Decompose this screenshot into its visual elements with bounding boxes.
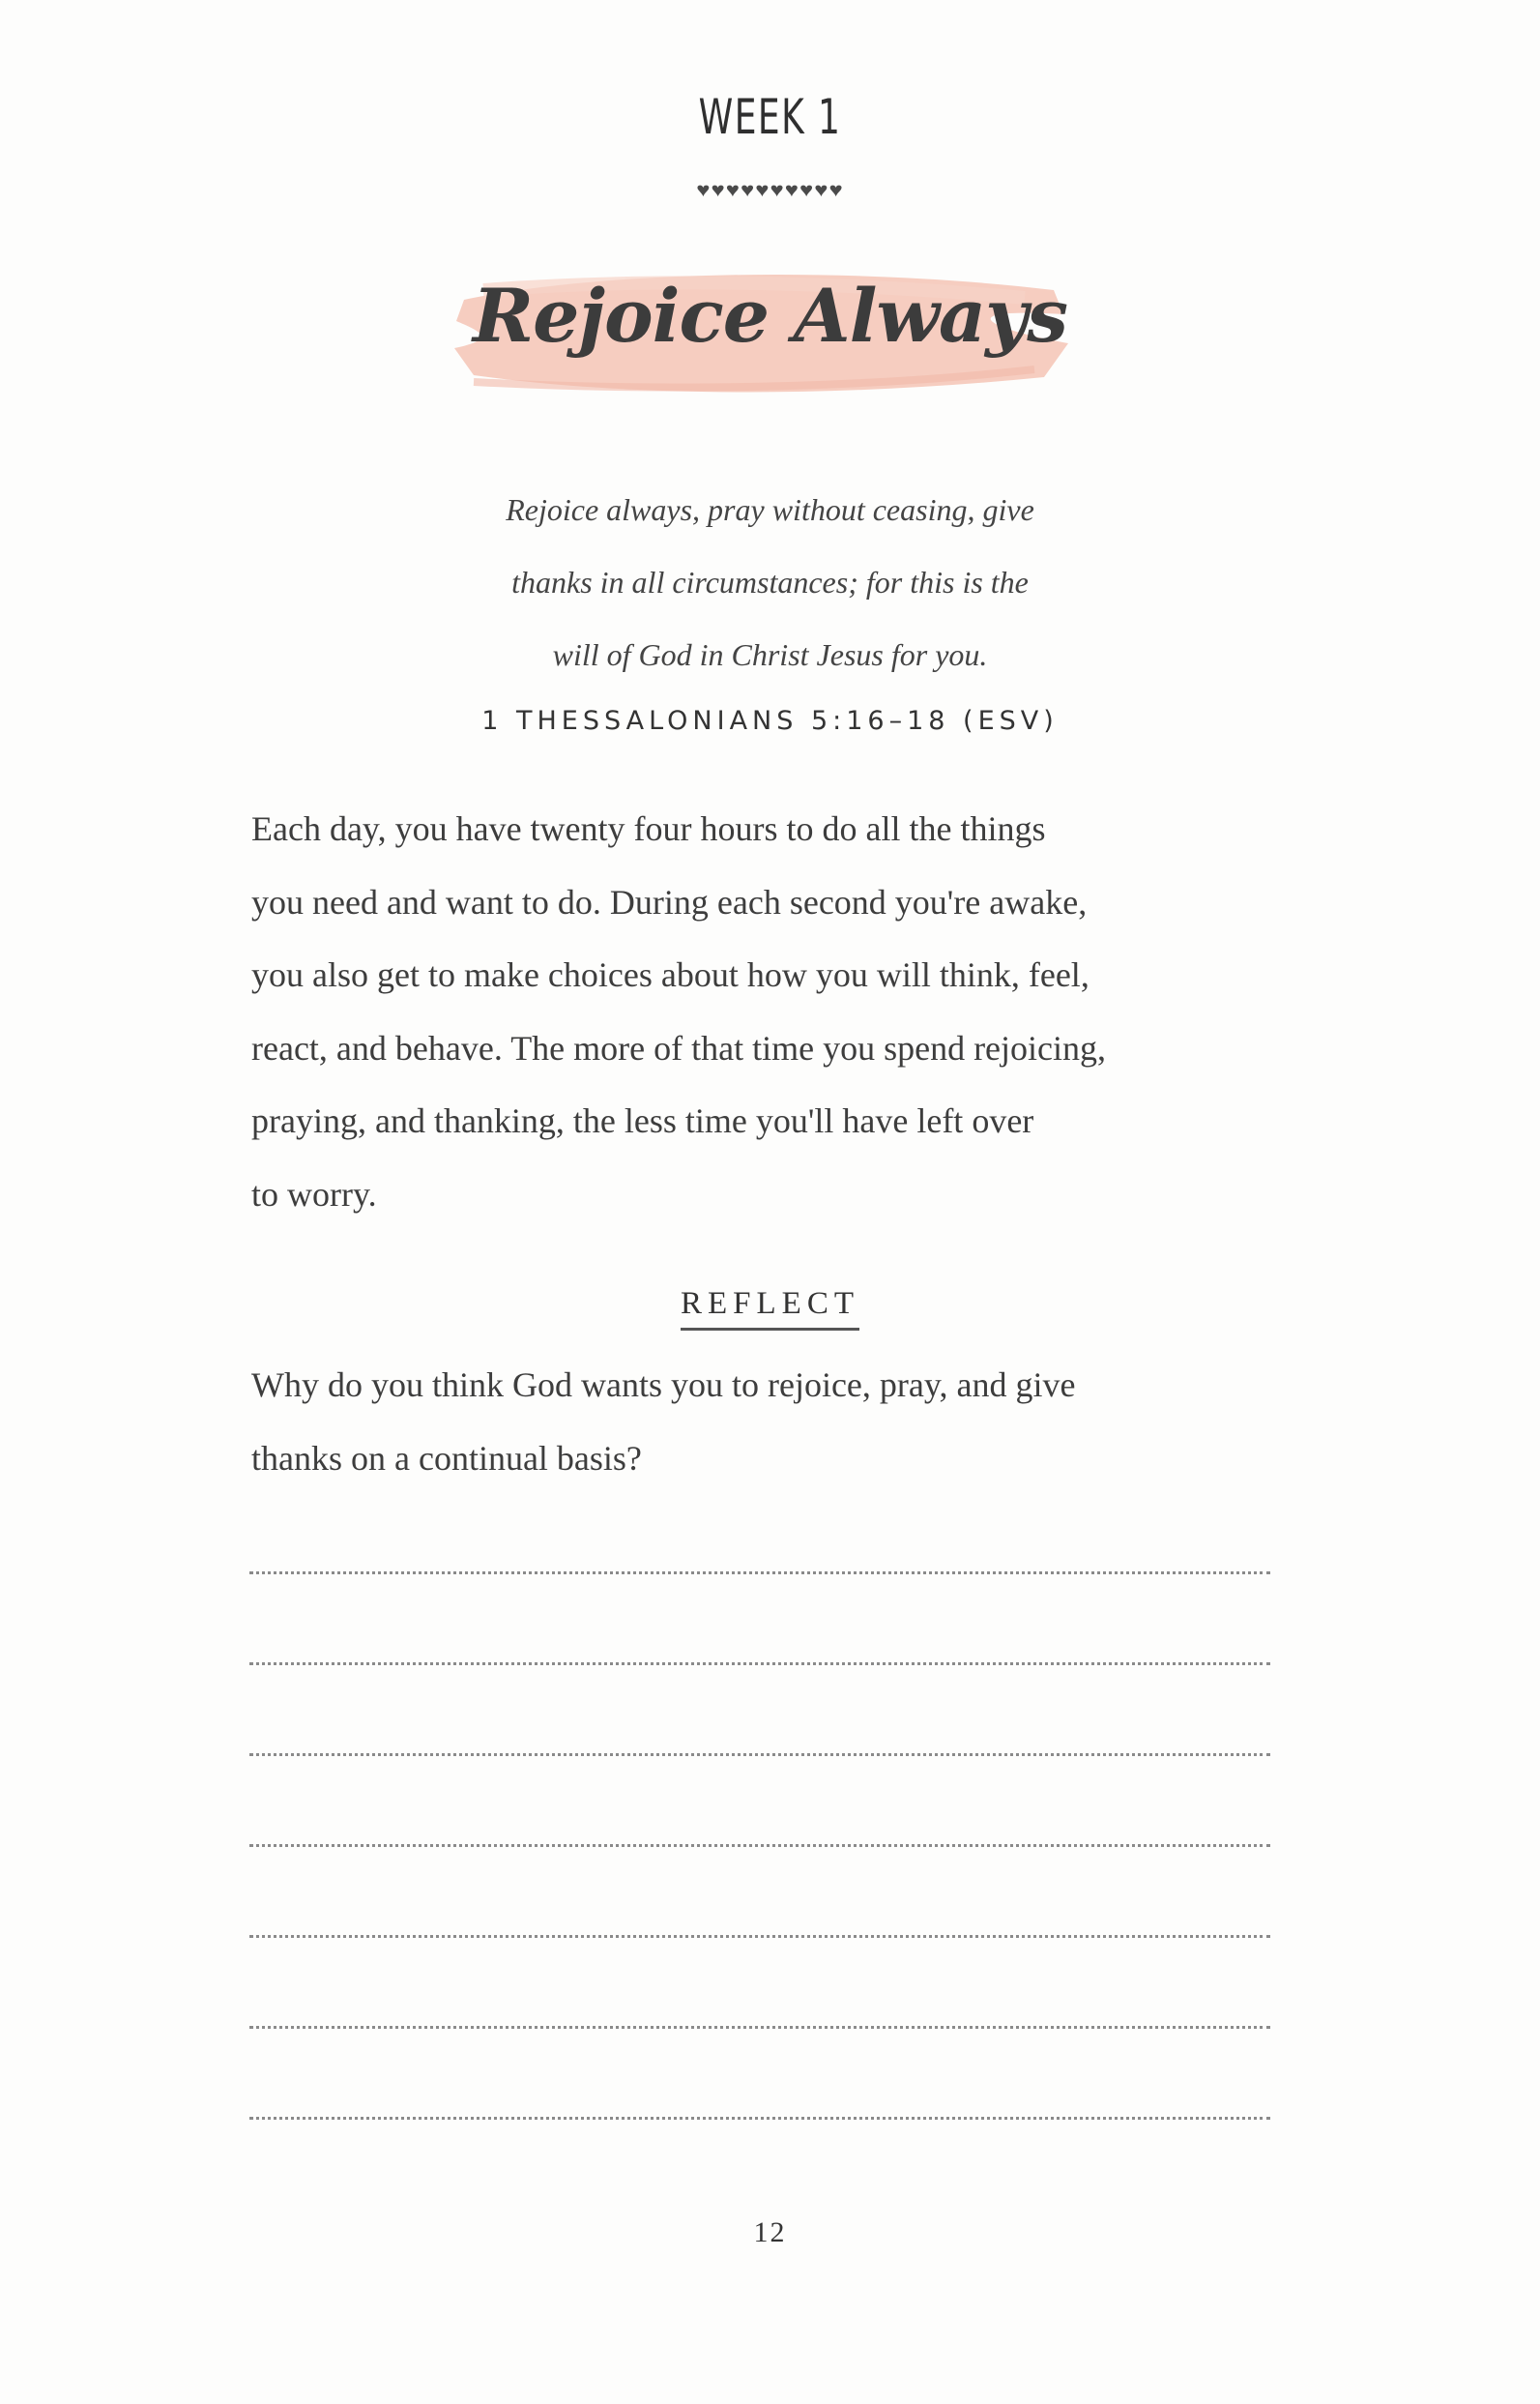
verse-line: will of God in Christ Jesus for you. — [552, 637, 988, 672]
verse-line: Rejoice always, pray without ceasing, give — [506, 492, 1034, 527]
answer-writing-line[interactable] — [249, 1935, 1270, 1938]
page-title: Rejoice Always — [472, 273, 1068, 359]
body-line: you also get to make choices about how you will think, feel, — [251, 955, 1090, 994]
scripture-reference: 1 THESSALONIANS 5:16–18 (ESV) — [481, 706, 1059, 736]
answer-writing-line[interactable] — [249, 1844, 1270, 1847]
hearts-icon: ♥♥♥♥♥♥♥♥♥♥ — [696, 179, 844, 202]
body-line: you need and want to do. During each second you're awake, — [251, 882, 1088, 922]
reflect-question — [251, 1349, 1305, 1495]
heart-divider — [0, 179, 1540, 202]
verse-line: thanks in all circumstances; for this is the — [511, 565, 1029, 600]
reflect-heading-text: REFLECT — [681, 1286, 859, 1331]
question-line: Why do you think God wants you to rejoice, pray, and give — [251, 1365, 1076, 1404]
devotional-body — [251, 793, 1305, 1231]
answer-writing-line[interactable] — [249, 1662, 1270, 1665]
body-line: to worry. — [251, 1174, 377, 1214]
answer-writing-line[interactable] — [249, 1753, 1270, 1756]
question-line: thanks on a continual basis? — [251, 1438, 642, 1478]
body-line: Each day, you have twenty four hours to do all the things — [251, 809, 1046, 848]
reflect-heading — [0, 1286, 1540, 1331]
answer-writing-line[interactable] — [249, 2117, 1270, 2120]
week-label: WEEK 1 — [698, 89, 842, 145]
scripture-verse — [0, 474, 1540, 691]
page-number: 12 — [753, 2216, 787, 2248]
answer-writing-line[interactable] — [249, 1571, 1270, 1574]
answer-writing-line[interactable] — [249, 2026, 1270, 2029]
body-line: praying, and thanking, the less time you'll have left over — [251, 1101, 1034, 1140]
body-line: react, and behave. The more of that time you spend rejoicing, — [251, 1028, 1107, 1068]
